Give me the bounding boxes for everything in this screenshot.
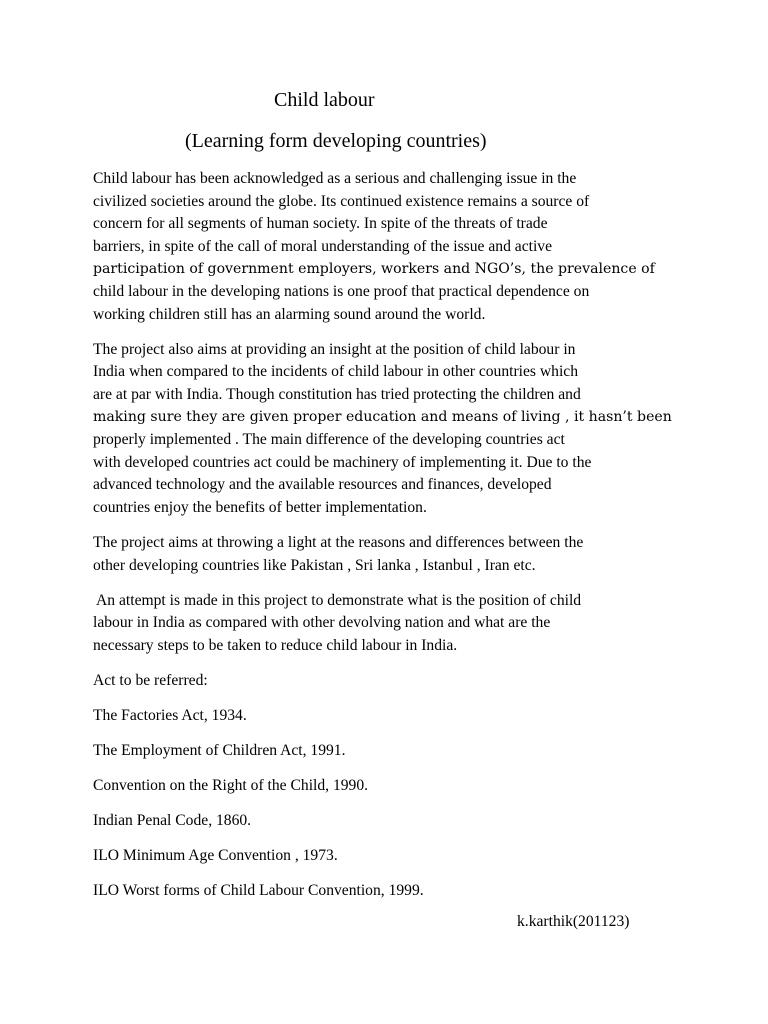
text-line: The project aims at throwing a light at the reasons and differences between the	[93, 533, 584, 551]
text-line: making sure they are given proper education and means of living , it hasn’t been	[93, 409, 672, 426]
paragraph-2	[93, 339, 678, 520]
text-line: The project also aims at providing an insight at the position of child labour in	[93, 340, 576, 358]
text-line: properly implemented . The main difference of the developing countries act	[93, 431, 565, 449]
text-line: other developing countries like Pakistan , Sri lanka , Istanbul , Iran etc.	[93, 556, 536, 574]
act-item: Indian Penal Code, 1860.	[93, 812, 252, 830]
paragraph-4	[93, 590, 678, 658]
text-line: child labour in the developing nations is one proof that practical dependence on	[93, 282, 590, 300]
text-line: working children still has an alarming sound around the world.	[93, 305, 486, 323]
document-title: Child labour	[274, 89, 375, 111]
act-item: The Employment of Children Act, 1991.	[93, 742, 346, 760]
paragraph-3	[93, 532, 678, 577]
text-line: India when compared to the incidents of child labour in other countries which	[93, 363, 578, 381]
paragraph-1	[93, 168, 678, 326]
act-item: ILO Minimum Age Convention , 1973.	[93, 847, 338, 865]
text-line: advanced technology and the available resources and finances, developed	[93, 476, 552, 494]
text-line: are at par with India. Though constitution has tried protecting the children and	[93, 385, 581, 403]
act-item: Convention on the Right of the Child, 1990.	[93, 777, 369, 795]
text-line: countries enjoy the benefits of better implementation.	[93, 498, 427, 516]
text-line: civilized societies around the globe. Its continued existence remains a source of	[93, 192, 590, 210]
act-item: ILO Worst forms of Child Labour Convention, 1999.	[93, 882, 424, 900]
document-body	[93, 168, 678, 916]
text-line: concern for all segments of human society. In spite of the threats of trade	[93, 215, 548, 233]
act-item: The Factories Act, 1934.	[93, 706, 247, 724]
text-line: with developed countries act could be machinery of implementing it. Due to the	[93, 453, 592, 471]
acts-heading: Act to be referred:	[93, 671, 208, 689]
text-line: An attempt is made in this project to demonstrate what is the position of child	[93, 591, 582, 609]
text-line: participation of government employers, workers and NGO’s, the prevalence of	[93, 261, 655, 278]
text-line: labour in India as compared with other devolving nation and what are the	[93, 614, 551, 632]
text-line: necessary steps to be taken to reduce child labour in India.	[93, 636, 458, 654]
text-line: Child labour has been acknowledged as a serious and challenging issue in the	[93, 170, 577, 187]
text-line: barriers, in spite of the call of moral understanding of the issue and active	[93, 237, 553, 255]
document-subtitle: (Learning form developing countries)	[185, 130, 487, 152]
author-signature: k.karthik(201123)	[517, 913, 630, 930]
